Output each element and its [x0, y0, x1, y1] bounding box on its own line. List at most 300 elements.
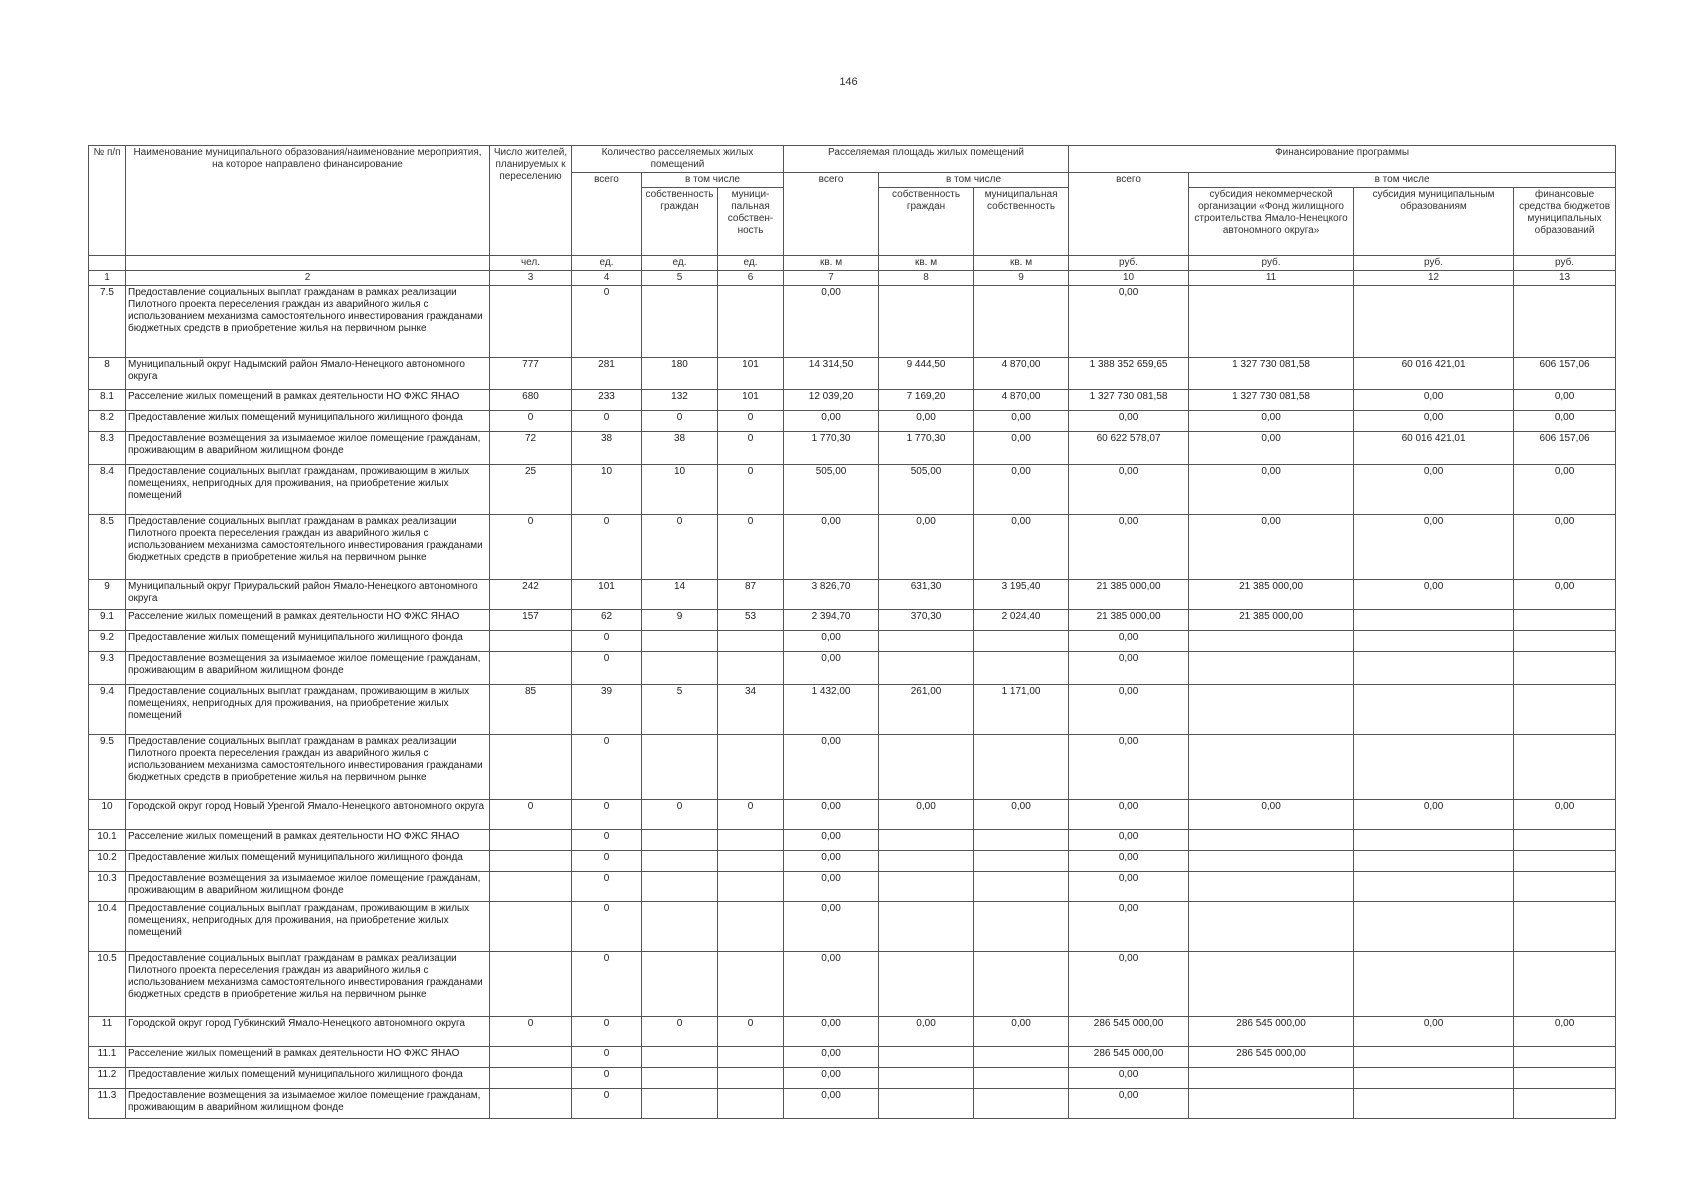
- row-value: 0,00: [784, 952, 879, 1017]
- row-value: 0,00: [1514, 515, 1616, 580]
- row-value: [879, 851, 974, 872]
- row-value: [642, 851, 718, 872]
- row-value: [642, 952, 718, 1017]
- row-value: [1354, 685, 1514, 735]
- table-row: [89, 952, 1616, 1017]
- row-value: 53: [718, 610, 784, 631]
- table-row: [89, 411, 1616, 432]
- row-value: [490, 1047, 572, 1068]
- row-value: [974, 851, 1069, 872]
- header-row-1: [89, 146, 1616, 173]
- row-value: [879, 652, 974, 685]
- row-value: [1354, 610, 1514, 631]
- row-value: 60 622 578,07: [1069, 432, 1189, 465]
- row-value: 157: [490, 610, 572, 631]
- row-value: 370,30: [879, 610, 974, 631]
- row-value: 0: [572, 735, 642, 800]
- row-value: [1189, 1089, 1354, 1119]
- row-name: Предоставление социальных выплат гражданам в рамках реализации Пилотного проекта переселения граждан из аварийного жилья с использованием механизма самостоятельного инвестирования гражданами бюджетных средств в приобретение жилья на первичном рынке: [126, 952, 490, 1017]
- row-value: 0,00: [784, 872, 879, 902]
- row-value: 286 545 000,00: [1189, 1017, 1354, 1047]
- row-value: 606 157,06: [1514, 432, 1616, 465]
- row-value: 281: [572, 358, 642, 390]
- row-value: [1354, 286, 1514, 358]
- row-value: 7 169,20: [879, 390, 974, 411]
- table-row: [89, 631, 1616, 652]
- row-value: 1 327 730 081,58: [1069, 390, 1189, 411]
- row-value: 0,00: [784, 1047, 879, 1068]
- row-value: [718, 735, 784, 800]
- row-value: [718, 952, 784, 1017]
- row-value: 0,00: [1514, 800, 1616, 830]
- row-value: 0: [572, 1089, 642, 1119]
- row-value: [1514, 652, 1616, 685]
- row-value: 21 385 000,00: [1189, 610, 1354, 631]
- unit-cell: кв. м: [879, 256, 974, 271]
- row-value: 0: [718, 432, 784, 465]
- table-row: [89, 652, 1616, 685]
- row-value: 631,30: [879, 580, 974, 610]
- row-value: 0,00: [1354, 465, 1514, 515]
- header-qty-municipal: муници-пальная собствен-ность: [718, 188, 784, 256]
- row-value: [879, 952, 974, 1017]
- row-value: [974, 1047, 1069, 1068]
- row-value: 242: [490, 580, 572, 610]
- row-value: [1514, 286, 1616, 358]
- row-value: 10: [572, 465, 642, 515]
- row-number: 11.3: [89, 1089, 126, 1119]
- row-value: 0,00: [974, 1017, 1069, 1047]
- row-value: 0,00: [784, 1068, 879, 1089]
- row-value: 0: [572, 1047, 642, 1068]
- row-value: [1354, 1068, 1514, 1089]
- row-number: 11.1: [89, 1047, 126, 1068]
- row-value: 1 327 730 081,58: [1189, 358, 1354, 390]
- row-value: 5: [642, 685, 718, 735]
- row-value: [642, 735, 718, 800]
- row-value: [642, 902, 718, 952]
- row-value: 2 024,40: [974, 610, 1069, 631]
- row-value: [718, 872, 784, 902]
- row-value: [879, 1089, 974, 1119]
- header-area-own: собственность граждан: [879, 188, 974, 256]
- row-value: 9 444,50: [879, 358, 974, 390]
- row-value: 25: [490, 465, 572, 515]
- row-value: 21 385 000,00: [1069, 580, 1189, 610]
- row-number: 8: [89, 358, 126, 390]
- row-value: [490, 872, 572, 902]
- row-value: [490, 830, 572, 851]
- row-value: 505,00: [879, 465, 974, 515]
- row-number: 9.2: [89, 631, 126, 652]
- row-value: 0,00: [879, 800, 974, 830]
- row-value: 0,00: [1189, 515, 1354, 580]
- row-value: 180: [642, 358, 718, 390]
- row-value: 777: [490, 358, 572, 390]
- row-value: 0,00: [1354, 390, 1514, 411]
- row-value: [1354, 851, 1514, 872]
- row-value: 0,00: [1189, 800, 1354, 830]
- unit-cell: руб.: [1069, 256, 1189, 271]
- row-value: 0: [572, 1017, 642, 1047]
- row-value: [879, 902, 974, 952]
- row-value: [1189, 851, 1354, 872]
- col-number: 7: [784, 271, 879, 286]
- row-name: Городской округ город Новый Уренгой Ямало-Ненецкого автономного округа: [126, 800, 490, 830]
- row-number: 8.3: [89, 432, 126, 465]
- row-number: 10: [89, 800, 126, 830]
- table-row: [89, 390, 1616, 411]
- row-value: 0,00: [1514, 465, 1616, 515]
- table-row: [89, 358, 1616, 390]
- row-value: 0,00: [1354, 411, 1514, 432]
- row-name: Предоставление социальных выплат гражданам, проживающим в жилых помещениях, непригодных для проживания, на приобретение жилых помещений: [126, 902, 490, 952]
- row-value: [718, 1089, 784, 1119]
- row-value: 286 545 000,00: [1069, 1017, 1189, 1047]
- row-value: 233: [572, 390, 642, 411]
- row-number: 11.2: [89, 1068, 126, 1089]
- table-row: [89, 286, 1616, 358]
- row-value: 0,00: [784, 830, 879, 851]
- row-value: 0,00: [1069, 685, 1189, 735]
- row-value: 0: [718, 1017, 784, 1047]
- header-name: Наименование муниципального образования/наименование мероприятия, на которое направлено финансирование: [126, 146, 490, 256]
- row-value: 2 394,70: [784, 610, 879, 631]
- row-value: [1354, 735, 1514, 800]
- header-subsidy-muni: субсидия муниципальным образованиям: [1354, 188, 1514, 256]
- row-value: 0: [572, 652, 642, 685]
- row-value: 101: [572, 580, 642, 610]
- table-row: [89, 851, 1616, 872]
- header-area-municipal: муниципальная собственность: [974, 188, 1069, 256]
- row-value: [490, 735, 572, 800]
- row-value: 0,00: [879, 515, 974, 580]
- row-value: 3 195,40: [974, 580, 1069, 610]
- row-value: [974, 1089, 1069, 1119]
- row-value: [1354, 952, 1514, 1017]
- table-row: [89, 580, 1616, 610]
- column-numbers-row: [89, 271, 1616, 286]
- table-row: [89, 515, 1616, 580]
- table-row: [89, 685, 1616, 735]
- row-value: 1 171,00: [974, 685, 1069, 735]
- row-value: 0,00: [1069, 902, 1189, 952]
- row-value: [490, 952, 572, 1017]
- row-value: 0,00: [1069, 1068, 1189, 1089]
- row-value: 0: [572, 952, 642, 1017]
- table-row: [89, 610, 1616, 631]
- row-value: 0: [718, 515, 784, 580]
- row-value: [1189, 685, 1354, 735]
- row-value: [1189, 902, 1354, 952]
- row-number: 11: [89, 1017, 126, 1047]
- row-value: [974, 286, 1069, 358]
- row-value: 0,00: [1069, 411, 1189, 432]
- row-name: Предоставление социальных выплат гражданам в рамках реализации Пилотного проекта переселения граждан из аварийного жилья с использованием механизма самостоятельного инвестирования гражданами бюджетных средств в приобретение жилья на первичном рынке: [126, 286, 490, 358]
- row-value: 0,00: [879, 1017, 974, 1047]
- row-value: [1354, 652, 1514, 685]
- unit-cell: кв. м: [784, 256, 879, 271]
- row-value: 1 432,00: [784, 685, 879, 735]
- row-value: [1514, 851, 1616, 872]
- row-value: [1354, 902, 1514, 952]
- row-value: 0,00: [1354, 800, 1514, 830]
- row-value: 0: [642, 515, 718, 580]
- row-value: [1514, 685, 1616, 735]
- row-value: [879, 631, 974, 652]
- header-residents: Число жителей, планируемых к переселению: [490, 146, 572, 256]
- row-number: 8.2: [89, 411, 126, 432]
- row-value: [718, 902, 784, 952]
- row-value: 0,00: [1354, 1017, 1514, 1047]
- row-value: [642, 1089, 718, 1119]
- row-value: 0,00: [1514, 411, 1616, 432]
- col-number: 6: [718, 271, 784, 286]
- row-value: 0,00: [1514, 1017, 1616, 1047]
- row-value: 0: [572, 830, 642, 851]
- row-value: [1514, 952, 1616, 1017]
- row-value: [718, 830, 784, 851]
- col-number: 4: [572, 271, 642, 286]
- row-value: [879, 1047, 974, 1068]
- row-name: Муниципальный округ Приуральский район Ямало-Ненецкого автономного округа: [126, 580, 490, 610]
- row-value: 60 016 421,01: [1354, 358, 1514, 390]
- row-value: 0,00: [784, 1017, 879, 1047]
- row-value: 0,00: [1069, 872, 1189, 902]
- row-value: 21 385 000,00: [1189, 580, 1354, 610]
- header-area-group: Расселяемая площадь жилых помещений: [784, 146, 1069, 173]
- table-row: [89, 830, 1616, 851]
- row-value: 0,00: [784, 735, 879, 800]
- row-value: 132: [642, 390, 718, 411]
- row-value: 38: [642, 432, 718, 465]
- page-number: 146: [839, 76, 858, 88]
- row-value: 0: [572, 515, 642, 580]
- unit-cell: руб.: [1354, 256, 1514, 271]
- row-value: 0,00: [1069, 515, 1189, 580]
- row-name: Предоставление возмещения за изымаемое жилое помещение гражданам, проживающим в аварийном жилищном фонде: [126, 872, 490, 902]
- row-value: [642, 652, 718, 685]
- row-value: [718, 652, 784, 685]
- row-value: [879, 735, 974, 800]
- row-value: 0: [642, 800, 718, 830]
- row-value: 0,00: [974, 465, 1069, 515]
- row-value: [974, 631, 1069, 652]
- row-value: [1514, 830, 1616, 851]
- row-value: 1 327 730 081,58: [1189, 390, 1354, 411]
- row-value: 0,00: [784, 902, 879, 952]
- row-value: 261,00: [879, 685, 974, 735]
- row-number: 10.4: [89, 902, 126, 952]
- row-value: 0: [572, 902, 642, 952]
- row-value: [1354, 631, 1514, 652]
- row-value: [490, 286, 572, 358]
- row-number: 9.5: [89, 735, 126, 800]
- unit-cell: ед.: [642, 256, 718, 271]
- row-value: [974, 952, 1069, 1017]
- row-value: [1189, 1068, 1354, 1089]
- row-value: [879, 1068, 974, 1089]
- row-number: 8.5: [89, 515, 126, 580]
- row-value: 0,00: [1069, 1089, 1189, 1119]
- row-value: 0,00: [1514, 580, 1616, 610]
- row-value: 0: [718, 465, 784, 515]
- row-value: 87: [718, 580, 784, 610]
- row-value: [642, 286, 718, 358]
- row-value: 12 039,20: [784, 390, 879, 411]
- row-value: [718, 851, 784, 872]
- col-number: 13: [1514, 271, 1616, 286]
- row-value: 0,00: [974, 800, 1069, 830]
- row-number: 8.4: [89, 465, 126, 515]
- row-value: 101: [718, 358, 784, 390]
- header-fin-group: Финансирование программы: [1069, 146, 1616, 173]
- row-name: Расселение жилых помещений в рамках деятельности НО ФЖС ЯНАО: [126, 1047, 490, 1068]
- row-value: 0: [490, 515, 572, 580]
- row-value: [1354, 872, 1514, 902]
- row-number: 9.1: [89, 610, 126, 631]
- unit-cell: кв. м: [974, 256, 1069, 271]
- row-value: 21 385 000,00: [1069, 610, 1189, 631]
- row-number: 9.4: [89, 685, 126, 735]
- row-value: 0,00: [879, 411, 974, 432]
- unit-cell: ед.: [572, 256, 642, 271]
- row-name: Предоставление возмещения за изымаемое жилое помещение гражданам, проживающим в аварийном жилищном фонде: [126, 652, 490, 685]
- table-body: [89, 286, 1616, 1119]
- row-value: [974, 902, 1069, 952]
- row-value: 1 388 352 659,65: [1069, 358, 1189, 390]
- row-value: [642, 1047, 718, 1068]
- row-value: 0: [572, 1068, 642, 1089]
- row-value: 4 870,00: [974, 358, 1069, 390]
- row-value: [490, 1089, 572, 1119]
- row-value: [1514, 735, 1616, 800]
- row-number: 10.1: [89, 830, 126, 851]
- col-number: 10: [1069, 271, 1189, 286]
- row-value: 0,00: [784, 515, 879, 580]
- table-row: [89, 800, 1616, 830]
- row-name: Расселение жилых помещений в рамках деятельности НО ФЖС ЯНАО: [126, 830, 490, 851]
- row-value: 0,00: [1069, 952, 1189, 1017]
- row-name: Предоставление социальных выплат гражданам в рамках реализации Пилотного проекта переселения граждан из аварийного жилья с использованием механизма самостоятельного инвестирования гражданами бюджетных средств в приобретение жилья на первичном рынке: [126, 515, 490, 580]
- row-name: Предоставление социальных выплат гражданам, проживающим в жилых помещениях, непригодных для проживания, на приобретение жилых помещений: [126, 685, 490, 735]
- header-fin-total: всего: [1069, 173, 1189, 256]
- row-value: 0,00: [1069, 652, 1189, 685]
- row-value: 0,00: [974, 432, 1069, 465]
- table-row: [89, 432, 1616, 465]
- row-value: [1514, 631, 1616, 652]
- row-value: 0,00: [1069, 286, 1189, 358]
- row-value: 0: [572, 851, 642, 872]
- row-value: [490, 851, 572, 872]
- unit-cell: чел.: [490, 256, 572, 271]
- row-value: [490, 652, 572, 685]
- row-value: 0,00: [1354, 580, 1514, 610]
- col-number: 2: [126, 271, 490, 286]
- row-value: 14 314,50: [784, 358, 879, 390]
- row-value: [642, 1068, 718, 1089]
- row-value: 0,00: [1069, 465, 1189, 515]
- row-value: [1189, 286, 1354, 358]
- header-num: № п/п: [89, 146, 126, 256]
- program-table: [88, 145, 1616, 1119]
- row-value: 101: [718, 390, 784, 411]
- col-number: 1: [89, 271, 126, 286]
- row-value: 9: [642, 610, 718, 631]
- row-value: 286 545 000,00: [1189, 1047, 1354, 1068]
- row-value: 606 157,06: [1514, 358, 1616, 390]
- header-qty-total: всего: [572, 173, 642, 256]
- row-value: [974, 872, 1069, 902]
- row-value: 0: [718, 411, 784, 432]
- row-value: [490, 1068, 572, 1089]
- row-number: 10.3: [89, 872, 126, 902]
- row-value: [1189, 631, 1354, 652]
- header-subsidy-fund: субсидия некоммерческой организации «Фонд жилищного строительства Ямало-Ненецкого автономного округа»: [1189, 188, 1354, 256]
- header-qty-group: Количество расселяемых жилых помещений: [572, 146, 784, 173]
- row-value: [642, 830, 718, 851]
- row-name: Расселение жилых помещений в рамках деятельности НО ФЖС ЯНАО: [126, 390, 490, 411]
- row-value: [1514, 902, 1616, 952]
- row-name: Предоставление жилых помещений муниципального жилищного фонда: [126, 411, 490, 432]
- row-value: 85: [490, 685, 572, 735]
- row-value: [879, 830, 974, 851]
- row-value: 0,00: [1069, 851, 1189, 872]
- row-value: 14: [642, 580, 718, 610]
- row-value: [974, 830, 1069, 851]
- row-name: Городской округ город Губкинский Ямало-Ненецкого автономного округа: [126, 1017, 490, 1047]
- row-number: 9.3: [89, 652, 126, 685]
- row-number: 10.2: [89, 851, 126, 872]
- row-number: 10.5: [89, 952, 126, 1017]
- row-value: 0: [642, 1017, 718, 1047]
- row-name: Предоставление социальных выплат гражданам, проживающим в жилых помещениях, непригодных для проживания, на приобретение жилых помещений: [126, 465, 490, 515]
- row-value: 1 770,30: [879, 432, 974, 465]
- row-value: [1354, 830, 1514, 851]
- row-name: Предоставление возмещения за изымаемое жилое помещение гражданам, проживающим в аварийном жилищном фонде: [126, 432, 490, 465]
- row-value: [1354, 1089, 1514, 1119]
- row-value: 0,00: [784, 286, 879, 358]
- table-row: [89, 902, 1616, 952]
- row-value: [1189, 735, 1354, 800]
- row-value: [490, 631, 572, 652]
- row-value: [642, 872, 718, 902]
- row-value: 1 770,30: [784, 432, 879, 465]
- row-value: [642, 631, 718, 652]
- row-value: 680: [490, 390, 572, 411]
- row-value: [718, 631, 784, 652]
- row-value: 0,00: [1069, 830, 1189, 851]
- row-value: 0,00: [974, 411, 1069, 432]
- row-value: 286 545 000,00: [1069, 1047, 1189, 1068]
- row-value: [718, 1047, 784, 1068]
- row-value: 0,00: [1069, 800, 1189, 830]
- row-name: Предоставление возмещения за изымаемое жилое помещение гражданам, проживающим в аварийном жилищном фонде: [126, 1089, 490, 1119]
- row-value: [1189, 872, 1354, 902]
- col-number: 11: [1189, 271, 1354, 286]
- row-value: 0,00: [784, 800, 879, 830]
- row-name: Расселение жилых помещений в рамках деятельности НО ФЖС ЯНАО: [126, 610, 490, 631]
- row-value: 10: [642, 465, 718, 515]
- row-value: 0,00: [1189, 432, 1354, 465]
- row-value: [974, 1068, 1069, 1089]
- row-value: [1514, 1047, 1616, 1068]
- row-value: 0,00: [784, 851, 879, 872]
- col-number: 3: [490, 271, 572, 286]
- col-number: 9: [974, 271, 1069, 286]
- row-name: Предоставление жилых помещений муниципального жилищного фонда: [126, 851, 490, 872]
- row-value: 0,00: [1069, 631, 1189, 652]
